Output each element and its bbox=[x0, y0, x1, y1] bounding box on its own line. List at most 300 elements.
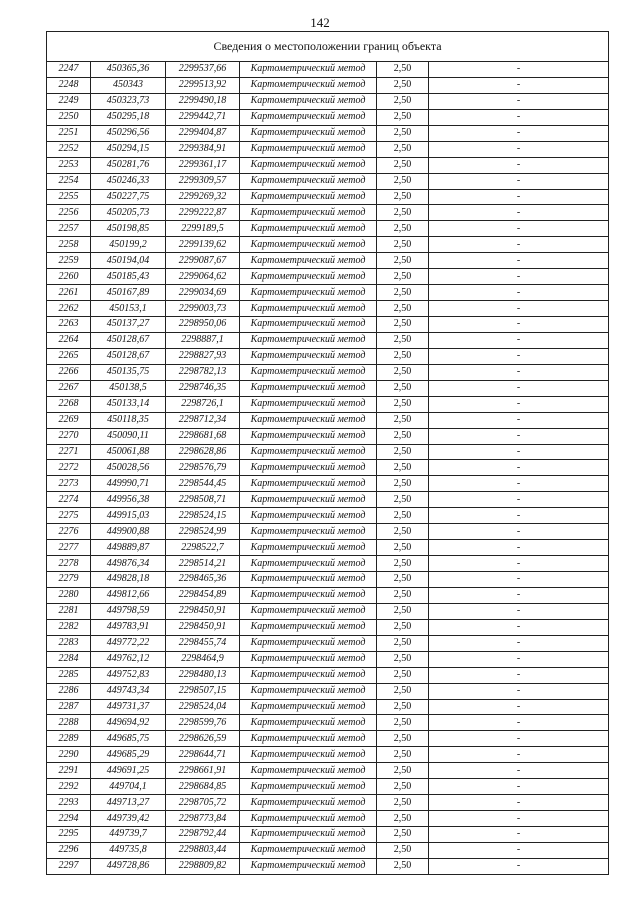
precision-cell: 2,50 bbox=[377, 667, 429, 683]
description-cell: - bbox=[429, 635, 609, 651]
method-cell: Картометрический метод bbox=[240, 157, 377, 173]
point-number-cell: 2262 bbox=[47, 301, 91, 317]
method-cell: Картометрический метод bbox=[240, 731, 377, 747]
point-number-cell: 2297 bbox=[47, 858, 91, 874]
method-cell: Картометрический метод bbox=[240, 795, 377, 811]
y-coordinate-cell: 2298480,13 bbox=[166, 667, 240, 683]
precision-cell: 2,50 bbox=[377, 332, 429, 348]
table-row bbox=[47, 157, 609, 173]
y-coordinate-cell: 2298450,91 bbox=[166, 603, 240, 619]
x-coordinate-cell: 450185,43 bbox=[91, 269, 166, 285]
precision-cell: 2,50 bbox=[377, 428, 429, 444]
precision-cell: 2,50 bbox=[377, 763, 429, 779]
method-cell: Картометрический метод bbox=[240, 492, 377, 508]
table-row bbox=[47, 556, 609, 572]
precision-cell: 2,50 bbox=[377, 396, 429, 412]
point-number-cell: 2296 bbox=[47, 842, 91, 858]
table-row bbox=[47, 364, 609, 380]
y-coordinate-cell: 2298950,06 bbox=[166, 317, 240, 333]
description-cell: - bbox=[429, 842, 609, 858]
precision-cell: 2,50 bbox=[377, 572, 429, 588]
method-cell: Картометрический метод bbox=[240, 77, 377, 93]
point-number-cell: 2284 bbox=[47, 651, 91, 667]
table-row bbox=[47, 269, 609, 285]
point-number-cell: 2285 bbox=[47, 667, 91, 683]
x-coordinate-cell: 449889,87 bbox=[91, 540, 166, 556]
point-number-cell: 2295 bbox=[47, 827, 91, 843]
description-cell: - bbox=[429, 508, 609, 524]
y-coordinate-cell: 2298507,15 bbox=[166, 683, 240, 699]
description-cell: - bbox=[429, 380, 609, 396]
precision-cell: 2,50 bbox=[377, 380, 429, 396]
description-cell: - bbox=[429, 587, 609, 603]
description-cell: - bbox=[429, 827, 609, 843]
description-cell: - bbox=[429, 619, 609, 635]
precision-cell: 2,50 bbox=[377, 731, 429, 747]
method-cell: Картометрический метод bbox=[240, 858, 377, 874]
precision-cell: 2,50 bbox=[377, 683, 429, 699]
y-coordinate-cell: 2298450,91 bbox=[166, 619, 240, 635]
method-cell: Картометрический метод bbox=[240, 811, 377, 827]
y-coordinate-cell: 2298803,44 bbox=[166, 842, 240, 858]
method-cell: Картометрический метод bbox=[240, 460, 377, 476]
x-coordinate-cell: 450205,73 bbox=[91, 205, 166, 221]
method-cell: Картометрический метод bbox=[240, 332, 377, 348]
x-coordinate-cell: 450365,36 bbox=[91, 62, 166, 78]
description-cell: - bbox=[429, 237, 609, 253]
y-coordinate-cell: 2298455,74 bbox=[166, 635, 240, 651]
x-coordinate-cell: 450194,04 bbox=[91, 253, 166, 269]
y-coordinate-cell: 2298661,91 bbox=[166, 763, 240, 779]
method-cell: Картометрический метод bbox=[240, 651, 377, 667]
table-row bbox=[47, 173, 609, 189]
table-title: Сведения о местоположении границ объекта bbox=[47, 32, 609, 62]
x-coordinate-cell: 450137,27 bbox=[91, 317, 166, 333]
x-coordinate-cell: 449731,37 bbox=[91, 699, 166, 715]
x-coordinate-cell: 450323,73 bbox=[91, 93, 166, 109]
method-cell: Картометрический метод bbox=[240, 364, 377, 380]
point-number-cell: 2287 bbox=[47, 699, 91, 715]
description-cell: - bbox=[429, 572, 609, 588]
y-coordinate-cell: 2298514,21 bbox=[166, 556, 240, 572]
method-cell: Картометрический метод bbox=[240, 476, 377, 492]
x-coordinate-cell: 450199,2 bbox=[91, 237, 166, 253]
x-coordinate-cell: 449713,27 bbox=[91, 795, 166, 811]
point-number-cell: 2277 bbox=[47, 540, 91, 556]
x-coordinate-cell: 449743,34 bbox=[91, 683, 166, 699]
method-cell: Картометрический метод bbox=[240, 301, 377, 317]
point-number-cell: 2268 bbox=[47, 396, 91, 412]
point-number-cell: 2291 bbox=[47, 763, 91, 779]
x-coordinate-cell: 450090,11 bbox=[91, 428, 166, 444]
table-row bbox=[47, 380, 609, 396]
x-coordinate-cell: 450118,35 bbox=[91, 412, 166, 428]
x-coordinate-cell: 450128,67 bbox=[91, 348, 166, 364]
x-coordinate-cell: 449783,91 bbox=[91, 619, 166, 635]
method-cell: Картометрический метод bbox=[240, 524, 377, 540]
method-cell: Картометрический метод bbox=[240, 221, 377, 237]
description-cell: - bbox=[429, 858, 609, 874]
table-row bbox=[47, 460, 609, 476]
y-coordinate-cell: 2299087,67 bbox=[166, 253, 240, 269]
table-row bbox=[47, 93, 609, 109]
point-number-cell: 2253 bbox=[47, 157, 91, 173]
description-cell: - bbox=[429, 317, 609, 333]
description-cell: - bbox=[429, 396, 609, 412]
description-cell: - bbox=[429, 603, 609, 619]
point-number-cell: 2257 bbox=[47, 221, 91, 237]
x-coordinate-cell: 450281,76 bbox=[91, 157, 166, 173]
description-cell: - bbox=[429, 715, 609, 731]
precision-cell: 2,50 bbox=[377, 125, 429, 141]
y-coordinate-cell: 2298827,93 bbox=[166, 348, 240, 364]
description-cell: - bbox=[429, 332, 609, 348]
method-cell: Картометрический метод bbox=[240, 603, 377, 619]
precision-cell: 2,50 bbox=[377, 524, 429, 540]
x-coordinate-cell: 449915,03 bbox=[91, 508, 166, 524]
table-row bbox=[47, 237, 609, 253]
x-coordinate-cell: 449828,18 bbox=[91, 572, 166, 588]
description-cell: - bbox=[429, 205, 609, 221]
point-number-cell: 2254 bbox=[47, 173, 91, 189]
precision-cell: 2,50 bbox=[377, 77, 429, 93]
precision-cell: 2,50 bbox=[377, 221, 429, 237]
precision-cell: 2,50 bbox=[377, 301, 429, 317]
x-coordinate-cell: 450135,75 bbox=[91, 364, 166, 380]
y-coordinate-cell: 2299003,73 bbox=[166, 301, 240, 317]
y-coordinate-cell: 2299404,87 bbox=[166, 125, 240, 141]
description-cell: - bbox=[429, 412, 609, 428]
table-row bbox=[47, 141, 609, 157]
x-coordinate-cell: 449704,1 bbox=[91, 779, 166, 795]
table-row bbox=[47, 428, 609, 444]
table-row bbox=[47, 683, 609, 699]
method-cell: Картометрический метод bbox=[240, 556, 377, 572]
method-cell: Картометрический метод bbox=[240, 779, 377, 795]
method-cell: Картометрический метод bbox=[240, 587, 377, 603]
point-number-cell: 2256 bbox=[47, 205, 91, 221]
x-coordinate-cell: 450153,1 bbox=[91, 301, 166, 317]
x-coordinate-cell: 449956,38 bbox=[91, 492, 166, 508]
precision-cell: 2,50 bbox=[377, 858, 429, 874]
description-cell: - bbox=[429, 189, 609, 205]
method-cell: Картометрический метод bbox=[240, 348, 377, 364]
precision-cell: 2,50 bbox=[377, 651, 429, 667]
table-row bbox=[47, 731, 609, 747]
y-coordinate-cell: 2299034,69 bbox=[166, 285, 240, 301]
table-row bbox=[47, 524, 609, 540]
table-row bbox=[47, 109, 609, 125]
description-cell: - bbox=[429, 811, 609, 827]
point-number-cell: 2283 bbox=[47, 635, 91, 651]
table-row bbox=[47, 348, 609, 364]
table-row bbox=[47, 811, 609, 827]
point-number-cell: 2272 bbox=[47, 460, 91, 476]
table-row bbox=[47, 540, 609, 556]
description-cell: - bbox=[429, 476, 609, 492]
x-coordinate-cell: 449739,42 bbox=[91, 811, 166, 827]
description-cell: - bbox=[429, 93, 609, 109]
y-coordinate-cell: 2298599,76 bbox=[166, 715, 240, 731]
precision-cell: 2,50 bbox=[377, 173, 429, 189]
y-coordinate-cell: 2298809,82 bbox=[166, 858, 240, 874]
y-coordinate-cell: 2298524,99 bbox=[166, 524, 240, 540]
x-coordinate-cell: 450167,89 bbox=[91, 285, 166, 301]
precision-cell: 2,50 bbox=[377, 364, 429, 380]
table-row bbox=[47, 189, 609, 205]
point-number-cell: 2251 bbox=[47, 125, 91, 141]
method-cell: Картометрический метод bbox=[240, 667, 377, 683]
description-cell: - bbox=[429, 747, 609, 763]
table-row bbox=[47, 205, 609, 221]
y-coordinate-cell: 2299269,32 bbox=[166, 189, 240, 205]
y-coordinate-cell: 2298524,15 bbox=[166, 508, 240, 524]
description-cell: - bbox=[429, 157, 609, 173]
y-coordinate-cell: 2298508,71 bbox=[166, 492, 240, 508]
x-coordinate-cell: 449762,12 bbox=[91, 651, 166, 667]
table-row bbox=[47, 572, 609, 588]
y-coordinate-cell: 2299309,57 bbox=[166, 173, 240, 189]
point-number-cell: 2261 bbox=[47, 285, 91, 301]
x-coordinate-cell: 449900,88 bbox=[91, 524, 166, 540]
precision-cell: 2,50 bbox=[377, 157, 429, 173]
table-row bbox=[47, 587, 609, 603]
method-cell: Картометрический метод bbox=[240, 715, 377, 731]
point-number-cell: 2249 bbox=[47, 93, 91, 109]
table-row bbox=[47, 77, 609, 93]
method-cell: Картометрический метод bbox=[240, 269, 377, 285]
method-cell: Картометрический метод bbox=[240, 109, 377, 125]
y-coordinate-cell: 2299490,18 bbox=[166, 93, 240, 109]
y-coordinate-cell: 2298628,86 bbox=[166, 444, 240, 460]
description-cell: - bbox=[429, 524, 609, 540]
table-row bbox=[47, 317, 609, 333]
y-coordinate-cell: 2299222,87 bbox=[166, 205, 240, 221]
description-cell: - bbox=[429, 460, 609, 476]
precision-cell: 2,50 bbox=[377, 460, 429, 476]
description-cell: - bbox=[429, 77, 609, 93]
table-row bbox=[47, 476, 609, 492]
description-cell: - bbox=[429, 253, 609, 269]
table-row bbox=[47, 635, 609, 651]
point-number-cell: 2280 bbox=[47, 587, 91, 603]
table-row bbox=[47, 396, 609, 412]
precision-cell: 2,50 bbox=[377, 109, 429, 125]
table-row bbox=[47, 747, 609, 763]
precision-cell: 2,50 bbox=[377, 285, 429, 301]
precision-cell: 2,50 bbox=[377, 779, 429, 795]
y-coordinate-cell: 2298454,89 bbox=[166, 587, 240, 603]
x-coordinate-cell: 449739,7 bbox=[91, 827, 166, 843]
table-row bbox=[47, 221, 609, 237]
table-row bbox=[47, 858, 609, 874]
precision-cell: 2,50 bbox=[377, 508, 429, 524]
x-coordinate-cell: 449728,86 bbox=[91, 858, 166, 874]
y-coordinate-cell: 2299064,62 bbox=[166, 269, 240, 285]
precision-cell: 2,50 bbox=[377, 189, 429, 205]
y-coordinate-cell: 2298746,35 bbox=[166, 380, 240, 396]
description-cell: - bbox=[429, 62, 609, 78]
point-number-cell: 2288 bbox=[47, 715, 91, 731]
y-coordinate-cell: 2298792,44 bbox=[166, 827, 240, 843]
method-cell: Картометрический метод bbox=[240, 428, 377, 444]
point-number-cell: 2292 bbox=[47, 779, 91, 795]
x-coordinate-cell: 449812,66 bbox=[91, 587, 166, 603]
point-number-cell: 2250 bbox=[47, 109, 91, 125]
point-number-cell: 2279 bbox=[47, 572, 91, 588]
x-coordinate-cell: 450133,14 bbox=[91, 396, 166, 412]
point-number-cell: 2286 bbox=[47, 683, 91, 699]
x-coordinate-cell: 450294,15 bbox=[91, 141, 166, 157]
table-row bbox=[47, 827, 609, 843]
x-coordinate-cell: 449694,92 bbox=[91, 715, 166, 731]
method-cell: Картометрический метод bbox=[240, 619, 377, 635]
x-coordinate-cell: 450028,56 bbox=[91, 460, 166, 476]
precision-cell: 2,50 bbox=[377, 827, 429, 843]
method-cell: Картометрический метод bbox=[240, 412, 377, 428]
description-cell: - bbox=[429, 364, 609, 380]
precision-cell: 2,50 bbox=[377, 205, 429, 221]
precision-cell: 2,50 bbox=[377, 93, 429, 109]
method-cell: Картометрический метод bbox=[240, 540, 377, 556]
precision-cell: 2,50 bbox=[377, 444, 429, 460]
point-number-cell: 2266 bbox=[47, 364, 91, 380]
point-number-cell: 2276 bbox=[47, 524, 91, 540]
precision-cell: 2,50 bbox=[377, 492, 429, 508]
table-row bbox=[47, 412, 609, 428]
x-coordinate-cell: 450227,75 bbox=[91, 189, 166, 205]
y-coordinate-cell: 2299442,71 bbox=[166, 109, 240, 125]
table-row bbox=[47, 667, 609, 683]
y-coordinate-cell: 2298887,1 bbox=[166, 332, 240, 348]
table-row bbox=[47, 285, 609, 301]
method-cell: Картометрический метод bbox=[240, 173, 377, 189]
y-coordinate-cell: 2299189,5 bbox=[166, 221, 240, 237]
precision-cell: 2,50 bbox=[377, 412, 429, 428]
description-cell: - bbox=[429, 779, 609, 795]
point-number-cell: 2275 bbox=[47, 508, 91, 524]
method-cell: Картометрический метод bbox=[240, 396, 377, 412]
description-cell: - bbox=[429, 109, 609, 125]
point-number-cell: 2293 bbox=[47, 795, 91, 811]
page-number: 142 bbox=[310, 15, 330, 30]
x-coordinate-cell: 449685,29 bbox=[91, 747, 166, 763]
description-cell: - bbox=[429, 763, 609, 779]
y-coordinate-cell: 2298626,59 bbox=[166, 731, 240, 747]
point-number-cell: 2281 bbox=[47, 603, 91, 619]
precision-cell: 2,50 bbox=[377, 317, 429, 333]
precision-cell: 2,50 bbox=[377, 747, 429, 763]
method-cell: Картометрический метод bbox=[240, 62, 377, 78]
description-cell: - bbox=[429, 173, 609, 189]
x-coordinate-cell: 449735,8 bbox=[91, 842, 166, 858]
y-coordinate-cell: 2298576,79 bbox=[166, 460, 240, 476]
point-number-cell: 2263 bbox=[47, 317, 91, 333]
precision-cell: 2,50 bbox=[377, 699, 429, 715]
precision-cell: 2,50 bbox=[377, 269, 429, 285]
description-cell: - bbox=[429, 221, 609, 237]
point-number-cell: 2282 bbox=[47, 619, 91, 635]
point-number-cell: 2290 bbox=[47, 747, 91, 763]
table-row bbox=[47, 603, 609, 619]
table-row bbox=[47, 332, 609, 348]
table-body bbox=[47, 62, 609, 875]
description-cell: - bbox=[429, 444, 609, 460]
method-cell: Картометрический метод bbox=[240, 189, 377, 205]
precision-cell: 2,50 bbox=[377, 141, 429, 157]
point-number-cell: 2267 bbox=[47, 380, 91, 396]
y-coordinate-cell: 2298726,1 bbox=[166, 396, 240, 412]
table-row bbox=[47, 444, 609, 460]
y-coordinate-cell: 2298522,7 bbox=[166, 540, 240, 556]
table-row bbox=[47, 842, 609, 858]
point-number-cell: 2264 bbox=[47, 332, 91, 348]
method-cell: Картометрический метод bbox=[240, 842, 377, 858]
y-coordinate-cell: 2298684,85 bbox=[166, 779, 240, 795]
description-cell: - bbox=[429, 428, 609, 444]
y-coordinate-cell: 2298544,45 bbox=[166, 476, 240, 492]
y-coordinate-cell: 2298712,34 bbox=[166, 412, 240, 428]
point-number-cell: 2274 bbox=[47, 492, 91, 508]
y-coordinate-cell: 2298524,04 bbox=[166, 699, 240, 715]
table-row bbox=[47, 619, 609, 635]
table-row bbox=[47, 795, 609, 811]
precision-cell: 2,50 bbox=[377, 587, 429, 603]
x-coordinate-cell: 449990,71 bbox=[91, 476, 166, 492]
table-row bbox=[47, 779, 609, 795]
x-coordinate-cell: 449772,22 bbox=[91, 635, 166, 651]
description-cell: - bbox=[429, 141, 609, 157]
x-coordinate-cell: 450295,18 bbox=[91, 109, 166, 125]
x-coordinate-cell: 449685,75 bbox=[91, 731, 166, 747]
y-coordinate-cell: 2298464,9 bbox=[166, 651, 240, 667]
point-number-cell: 2252 bbox=[47, 141, 91, 157]
description-cell: - bbox=[429, 540, 609, 556]
method-cell: Картометрический метод bbox=[240, 380, 377, 396]
method-cell: Картометрический метод bbox=[240, 699, 377, 715]
point-number-cell: 2271 bbox=[47, 444, 91, 460]
method-cell: Картометрический метод bbox=[240, 285, 377, 301]
method-cell: Картометрический метод bbox=[240, 763, 377, 779]
x-coordinate-cell: 450343 bbox=[91, 77, 166, 93]
precision-cell: 2,50 bbox=[377, 476, 429, 492]
point-number-cell: 2289 bbox=[47, 731, 91, 747]
method-cell: Картометрический метод bbox=[240, 205, 377, 221]
table-row bbox=[47, 715, 609, 731]
point-number-cell: 2258 bbox=[47, 237, 91, 253]
y-coordinate-cell: 2298773,84 bbox=[166, 811, 240, 827]
description-cell: - bbox=[429, 683, 609, 699]
point-number-cell: 2260 bbox=[47, 269, 91, 285]
y-coordinate-cell: 2298465,36 bbox=[166, 572, 240, 588]
x-coordinate-cell: 450061,88 bbox=[91, 444, 166, 460]
point-number-cell: 2265 bbox=[47, 348, 91, 364]
precision-cell: 2,50 bbox=[377, 603, 429, 619]
precision-cell: 2,50 bbox=[377, 715, 429, 731]
x-coordinate-cell: 449876,34 bbox=[91, 556, 166, 572]
precision-cell: 2,50 bbox=[377, 619, 429, 635]
precision-cell: 2,50 bbox=[377, 540, 429, 556]
point-number-cell: 2273 bbox=[47, 476, 91, 492]
y-coordinate-cell: 2299139,62 bbox=[166, 237, 240, 253]
point-number-cell: 2247 bbox=[47, 62, 91, 78]
point-number-cell: 2269 bbox=[47, 412, 91, 428]
method-cell: Картометрический метод bbox=[240, 317, 377, 333]
table-row bbox=[47, 508, 609, 524]
precision-cell: 2,50 bbox=[377, 811, 429, 827]
table-row bbox=[47, 699, 609, 715]
y-coordinate-cell: 2298681,68 bbox=[166, 428, 240, 444]
